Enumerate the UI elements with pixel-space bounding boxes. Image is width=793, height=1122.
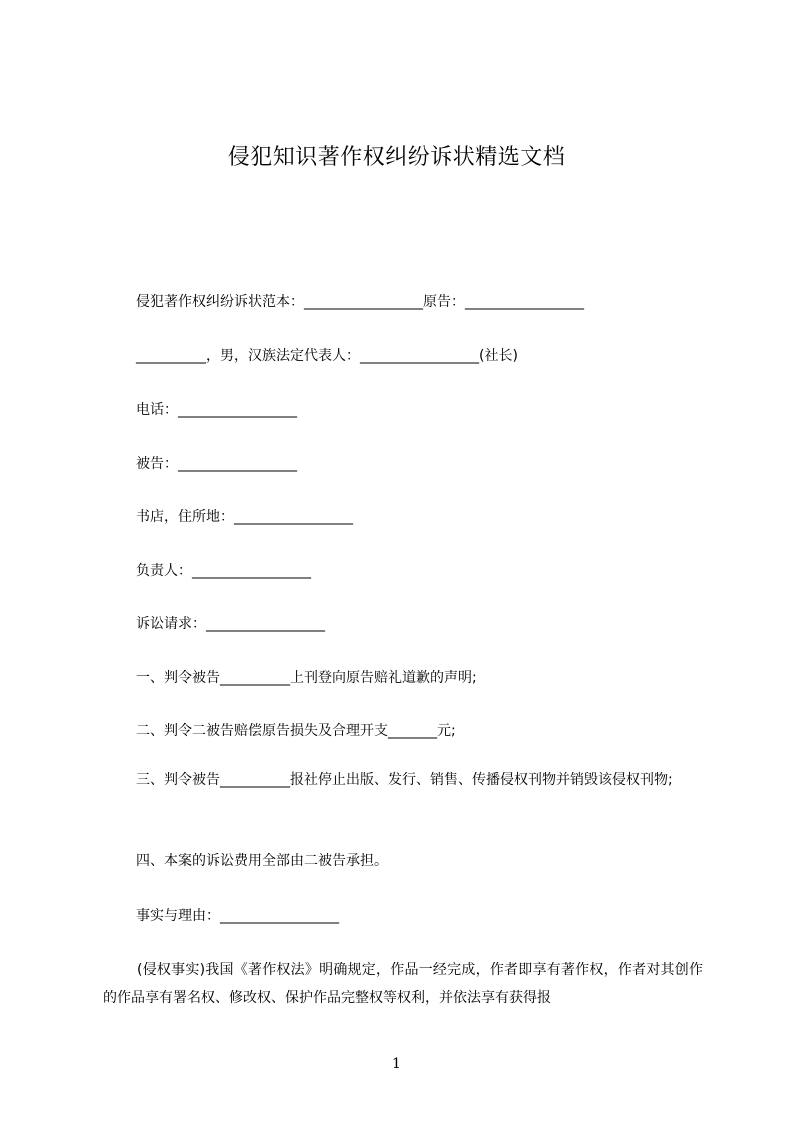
wrapped-paragraph: 三、判令被告__________报社停止出版、发行、销售、传播侵权刊物并销毁该侵权刊物; <box>136 772 673 788</box>
text-line: 事实与理由：_________________ <box>136 908 339 924</box>
text-line: 被告：_________________ <box>136 456 297 472</box>
text-line: 电话：_________________ <box>136 402 297 418</box>
text-line: 四、本案的诉讼费用全部由二被告承担。 <box>136 853 388 869</box>
text-line: __________，男，汉族法定代表人：_________________(社长) <box>136 348 518 364</box>
text-line: 负责人：_________________ <box>136 563 311 579</box>
document-title: 侵犯知识著作权纠纷诉状精选文档 <box>227 145 566 170</box>
text-line: 诉讼请求：_________________ <box>136 616 325 632</box>
text-line: 二、判令二被告赔偿原告损失及合理开支_______元; <box>136 723 456 739</box>
text-line: 一、判令被告__________上刊登向原告赔礼道歉的声明; <box>136 670 477 686</box>
text-line: 侵犯著作权纠纷诉状范本：_________________原告：_________________ <box>136 294 584 310</box>
text-line: 书店，住所地：_________________ <box>136 509 353 525</box>
page-number: 1 <box>392 1056 401 1072</box>
body-paragraph: (侵权事实)我国《著作权法》明确规定，作品一经完成，作者即享有著作权，作者对其创作的作品享有署名权、修改权、保护作品完整权等权利，并依法享有获得报 <box>103 962 703 1006</box>
